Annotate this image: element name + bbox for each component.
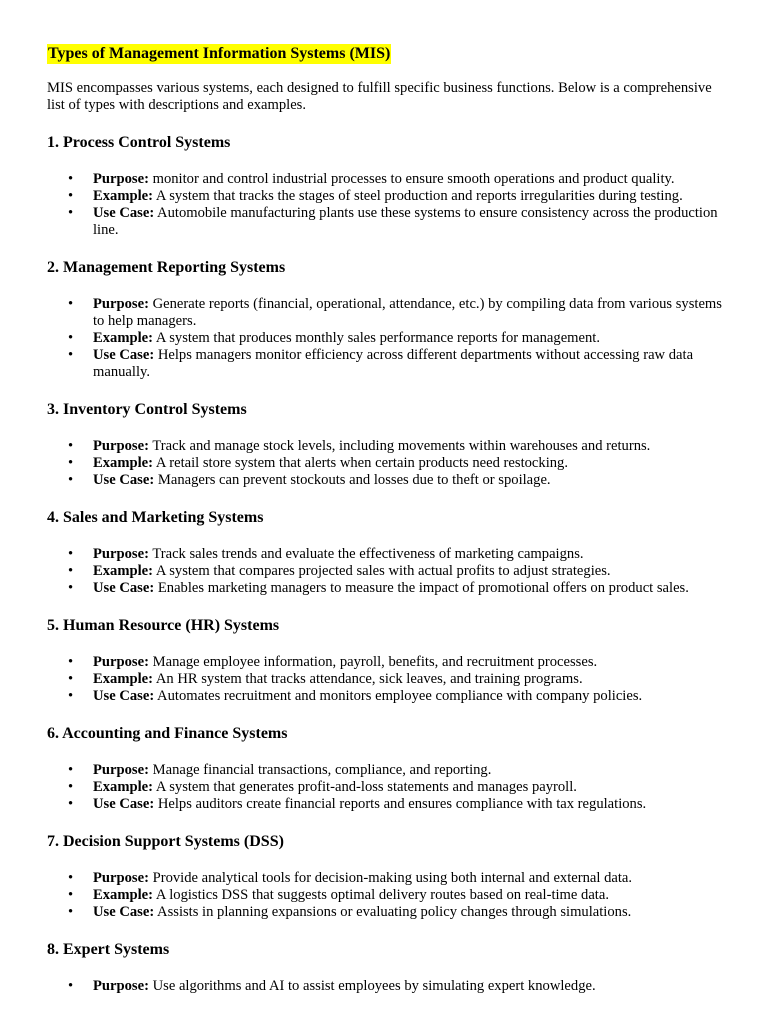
- list-item: [47, 688, 727, 705]
- list-item: [47, 438, 727, 455]
- bullet-list: [47, 438, 727, 489]
- item-text: Manage financial transactions, compliance, and reporting.: [152, 762, 492, 778]
- bullet-icon: •: [68, 188, 74, 204]
- item-label: Purpose:: [93, 171, 149, 187]
- section-heading: 2. Management Reporting Systems: [47, 259, 286, 276]
- bullet-list: [47, 762, 727, 813]
- item-text: A system that produces monthly sales performance reports for management.: [155, 330, 601, 346]
- section: [47, 508, 727, 597]
- item-label: Purpose:: [93, 654, 149, 670]
- item-label: Example:: [93, 188, 153, 204]
- list-item: [47, 563, 727, 580]
- item-label: Example:: [93, 671, 153, 687]
- item-text: A system that generates profit-and-loss statements and manages payroll.: [155, 779, 577, 795]
- section-heading: 3. Inventory Control Systems: [47, 401, 247, 418]
- list-item: [47, 978, 727, 995]
- bullet-icon: •: [68, 978, 74, 994]
- sections-container: [47, 133, 727, 995]
- bullet-icon: •: [68, 347, 74, 363]
- item-label: Example:: [93, 779, 153, 795]
- bullet-icon: •: [68, 438, 74, 454]
- item-text: Helps auditors create financial reports and ensures compliance with tax regulations.: [157, 796, 647, 812]
- list-item: [47, 779, 727, 796]
- item-text: A system that compares projected sales with actual profits to adjust strategies.: [155, 563, 611, 579]
- list-item: [47, 762, 727, 779]
- item-label: Example:: [93, 455, 153, 471]
- bullet-list: [47, 978, 727, 995]
- item-text: A retail store system that alerts when certain products need restocking.: [155, 455, 568, 471]
- item-text: Assists in planning expansions or evaluating policy changes through simulations.: [157, 904, 632, 920]
- list-item: [47, 171, 727, 188]
- bullet-icon: •: [68, 205, 74, 221]
- list-item: [47, 671, 727, 688]
- section-heading: 7. Decision Support Systems (DSS): [47, 833, 284, 850]
- bullet-icon: •: [68, 779, 74, 795]
- item-text: monitor and control industrial processes to ensure smooth operations and product quality.: [152, 171, 675, 187]
- item-text: Helps managers monitor efficiency across different departments without accessing raw data manually.: [93, 347, 694, 380]
- section: [47, 616, 727, 705]
- item-text: A logistics DSS that suggests optimal delivery routes based on real-time data.: [155, 887, 609, 903]
- section: [47, 400, 727, 489]
- bullet-icon: •: [68, 563, 74, 579]
- item-label: Use Case:: [93, 205, 155, 221]
- intro-paragraph: MIS encompasses various systems, each designed to fulfill specific business functions. Below is a comprehensive list of types with descriptions and examples.: [47, 80, 712, 113]
- item-text: Generate reports (financial, operational, attendance, etc.) by compiling data from various systems to help managers.: [93, 296, 722, 329]
- item-text: Manage employee information, payroll, benefits, and recruitment processes.: [152, 654, 598, 670]
- bullet-icon: •: [68, 796, 74, 812]
- bullet-icon: •: [68, 870, 74, 886]
- item-label: Purpose:: [93, 978, 149, 994]
- item-text: Use algorithms and AI to assist employees by simulating expert knowledge.: [152, 978, 596, 994]
- bullet-list: [47, 296, 727, 381]
- bullet-icon: •: [68, 330, 74, 346]
- list-item: [47, 296, 727, 330]
- bullet-list: [47, 171, 727, 239]
- item-text: Enables marketing managers to measure the impact of promotional offers on product sales.: [157, 580, 689, 596]
- list-item: [47, 330, 727, 347]
- item-label: Use Case:: [93, 347, 155, 363]
- item-label: Purpose:: [93, 762, 149, 778]
- document-title: Types of Management Information Systems (MIS): [48, 45, 391, 62]
- list-item: [47, 580, 727, 597]
- section-heading: 8. Expert Systems: [47, 941, 170, 958]
- item-label: Purpose:: [93, 296, 149, 312]
- list-item: [47, 546, 727, 563]
- section-heading: 6. Accounting and Finance Systems: [47, 725, 288, 742]
- item-label: Use Case:: [93, 472, 155, 488]
- list-item: [47, 796, 727, 813]
- section-heading: 5. Human Resource (HR) Systems: [47, 617, 280, 634]
- item-label: Example:: [93, 887, 153, 903]
- item-text: Automobile manufacturing plants use these systems to ensure consistency across the production line.: [93, 205, 718, 238]
- item-label: Example:: [93, 563, 153, 579]
- bullet-icon: •: [68, 887, 74, 903]
- list-item: [47, 455, 727, 472]
- bullet-icon: •: [68, 671, 74, 687]
- bullet-icon: •: [68, 455, 74, 471]
- bullet-list: [47, 654, 727, 705]
- bullet-icon: •: [68, 904, 74, 920]
- item-text: Automates recruitment and monitors employee compliance with company policies.: [157, 688, 643, 704]
- item-label: Use Case:: [93, 688, 155, 704]
- section-heading: 4. Sales and Marketing Systems: [47, 509, 264, 526]
- bullet-icon: •: [68, 472, 74, 488]
- bullet-icon: •: [68, 171, 74, 187]
- section: [47, 724, 727, 813]
- section: [47, 258, 727, 381]
- bullet-icon: •: [68, 546, 74, 562]
- item-text: Track and manage stock levels, including movements within warehouses and returns.: [152, 438, 651, 454]
- item-label: Use Case:: [93, 796, 155, 812]
- item-text: Provide analytical tools for decision-making using both internal and external data.: [152, 870, 633, 886]
- item-text: A system that tracks the stages of steel production and reports irregularities during testing.: [155, 188, 683, 204]
- list-item: [47, 654, 727, 671]
- list-item: [47, 904, 727, 921]
- section-heading: 1. Process Control Systems: [47, 134, 231, 151]
- item-text: An HR system that tracks attendance, sick leaves, and training programs.: [155, 671, 583, 687]
- bullet-list: [47, 870, 727, 921]
- section: [47, 133, 727, 239]
- item-label: Purpose:: [93, 870, 149, 886]
- bullet-icon: •: [68, 580, 74, 596]
- list-item: [47, 887, 727, 904]
- bullet-icon: •: [68, 296, 74, 312]
- list-item: [47, 472, 727, 489]
- item-label: Use Case:: [93, 580, 155, 596]
- bullet-list: [47, 546, 727, 597]
- item-label: Purpose:: [93, 438, 149, 454]
- section: [47, 940, 727, 995]
- section: [47, 832, 727, 921]
- list-item: [47, 870, 727, 887]
- list-item: [47, 347, 727, 381]
- item-text: Track sales trends and evaluate the effectiveness of marketing campaigns.: [152, 546, 584, 562]
- bullet-icon: •: [68, 688, 74, 704]
- list-item: [47, 205, 727, 239]
- document-page: [47, 44, 727, 995]
- item-label: Use Case:: [93, 904, 155, 920]
- bullet-icon: •: [68, 654, 74, 670]
- item-text: Managers can prevent stockouts and losses due to theft or spoilage.: [157, 472, 551, 488]
- bullet-icon: •: [68, 762, 74, 778]
- item-label: Purpose:: [93, 546, 149, 562]
- list-item: [47, 188, 727, 205]
- item-label: Example:: [93, 330, 153, 346]
